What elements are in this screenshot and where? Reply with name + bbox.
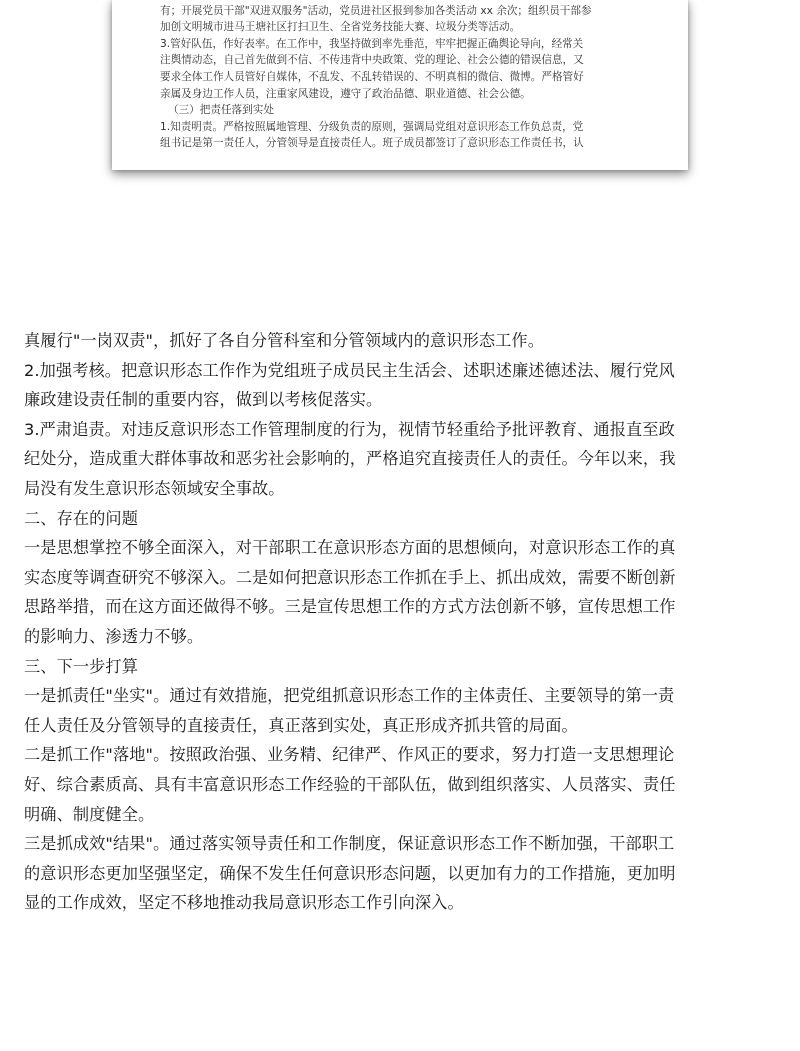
section-heading: 三、下一步打算: [24, 656, 139, 676]
preview-line: 1.知责明责。严格按照属地管理、分级负责的原则，强调局党组对意识形态工作负总责，党: [160, 120, 584, 133]
body-line: 真履行"一岗双责"，抓好了各自分管科室和分管领域内的意识形态工作。: [24, 331, 545, 350]
section-heading: 二、存在的问题: [24, 508, 139, 528]
body-line: 的意识形态更加坚强坚定，确保不发生任何意识形态问题，以更加有力的工作措施，更加明: [24, 863, 676, 883]
body-line: 纪处分，造成重大群体事故和恶劣社会影响的，严格追究直接责任人的责任。今年以来，我: [24, 449, 676, 469]
body-line: 好、综合素质高、具有丰富意识形态工作经验的干部队伍，做到组织落实、人员落实、责任: [24, 774, 676, 794]
preview-subheading: （三）把责任落到实处: [168, 104, 274, 117]
body-line: 显的工作成效，坚定不移地推动我局意识形态工作引向深入。: [24, 893, 464, 913]
preview-line: 要求全体工作人员管好自媒体，不乱发、不乱转错误的、不明真相的微信、微博。严格管好: [160, 70, 584, 83]
body-line: 明确、制度健全。: [24, 804, 155, 824]
body-line: 廉政建设责任制的重要内容，做到以考核促落实。: [24, 390, 383, 410]
body-line: 3.严肃追责。对违反意识形态工作管理制度的行为，视情节轻重给予批评教育、通报直至政: [24, 419, 675, 439]
document-body: [24, 326, 780, 918]
body-line: 实态度等调查研究不够深入。二是如何把意识形态工作抓在手上、抓出成效，需要不断创新: [24, 567, 676, 587]
body-line: 思路举措，而在这方面还做得不够。三是宣传思想工作的方式方法创新不够，宣传思想工作: [24, 597, 676, 617]
body-line: 一是抓责任"坐实"。通过有效措施，把党组抓意识形态工作的主体责任、主要领导的第一责: [24, 686, 675, 706]
preview-line: 注舆情动态，自己首先做到不信、不传违背中央政策、党的理论、社会公德的错误信息，又: [160, 54, 584, 67]
preview-line: 加创文明城市进马王塘社区打扫卫生、全省党务技能大赛、垃圾分类等活动。: [160, 21, 521, 34]
preview-line: 3.管好队伍，作好表率。在工作中，我坚持做到率先垂范，牢牢把握正确舆论导向，经常关: [160, 37, 584, 50]
body-line: 局没有发生意识形态领域安全事故。: [24, 478, 285, 498]
document-preview-card: [112, 0, 688, 170]
preview-line: 亲属及身边工作人员，注重家风建设，遵守了政治品德、职业道德、社会公德。: [160, 87, 531, 100]
body-line: 二是抓工作"落地"。按照政治强、业务精、纪律严、作风正的要求，努力打造一支思想理论: [24, 745, 675, 765]
preview-line: 有；开展党员干部"双进双服务"活动，党员进社区报到参加各类活动 xx 余次；组织员干部参: [160, 4, 592, 17]
body-line: 2.加强考核。把意识形态工作作为党组班子成员民主生活会、述职述廉述德述法、履行党风: [24, 360, 675, 380]
body-line: 一是思想掌控不够全面深入，对干部职工在意识形态方面的思想倾向，对意识形态工作的真: [24, 538, 676, 558]
body-line: 三是抓成效"结果"。通过落实领导责任和工作制度，保证意识形态工作不断加强，干部职工: [24, 834, 675, 854]
body-line: 任人责任及分管领导的直接责任，真正落到实处，真正形成齐抓共管的局面。: [24, 715, 578, 735]
preview-text-block: [160, 0, 644, 152]
preview-line: 组书记是第一责任人，分管领导是直接责任人。班子成员都签订了意识形态工作责任书，认: [160, 137, 584, 150]
body-line: 的影响力、渗透力不够。: [24, 626, 204, 646]
